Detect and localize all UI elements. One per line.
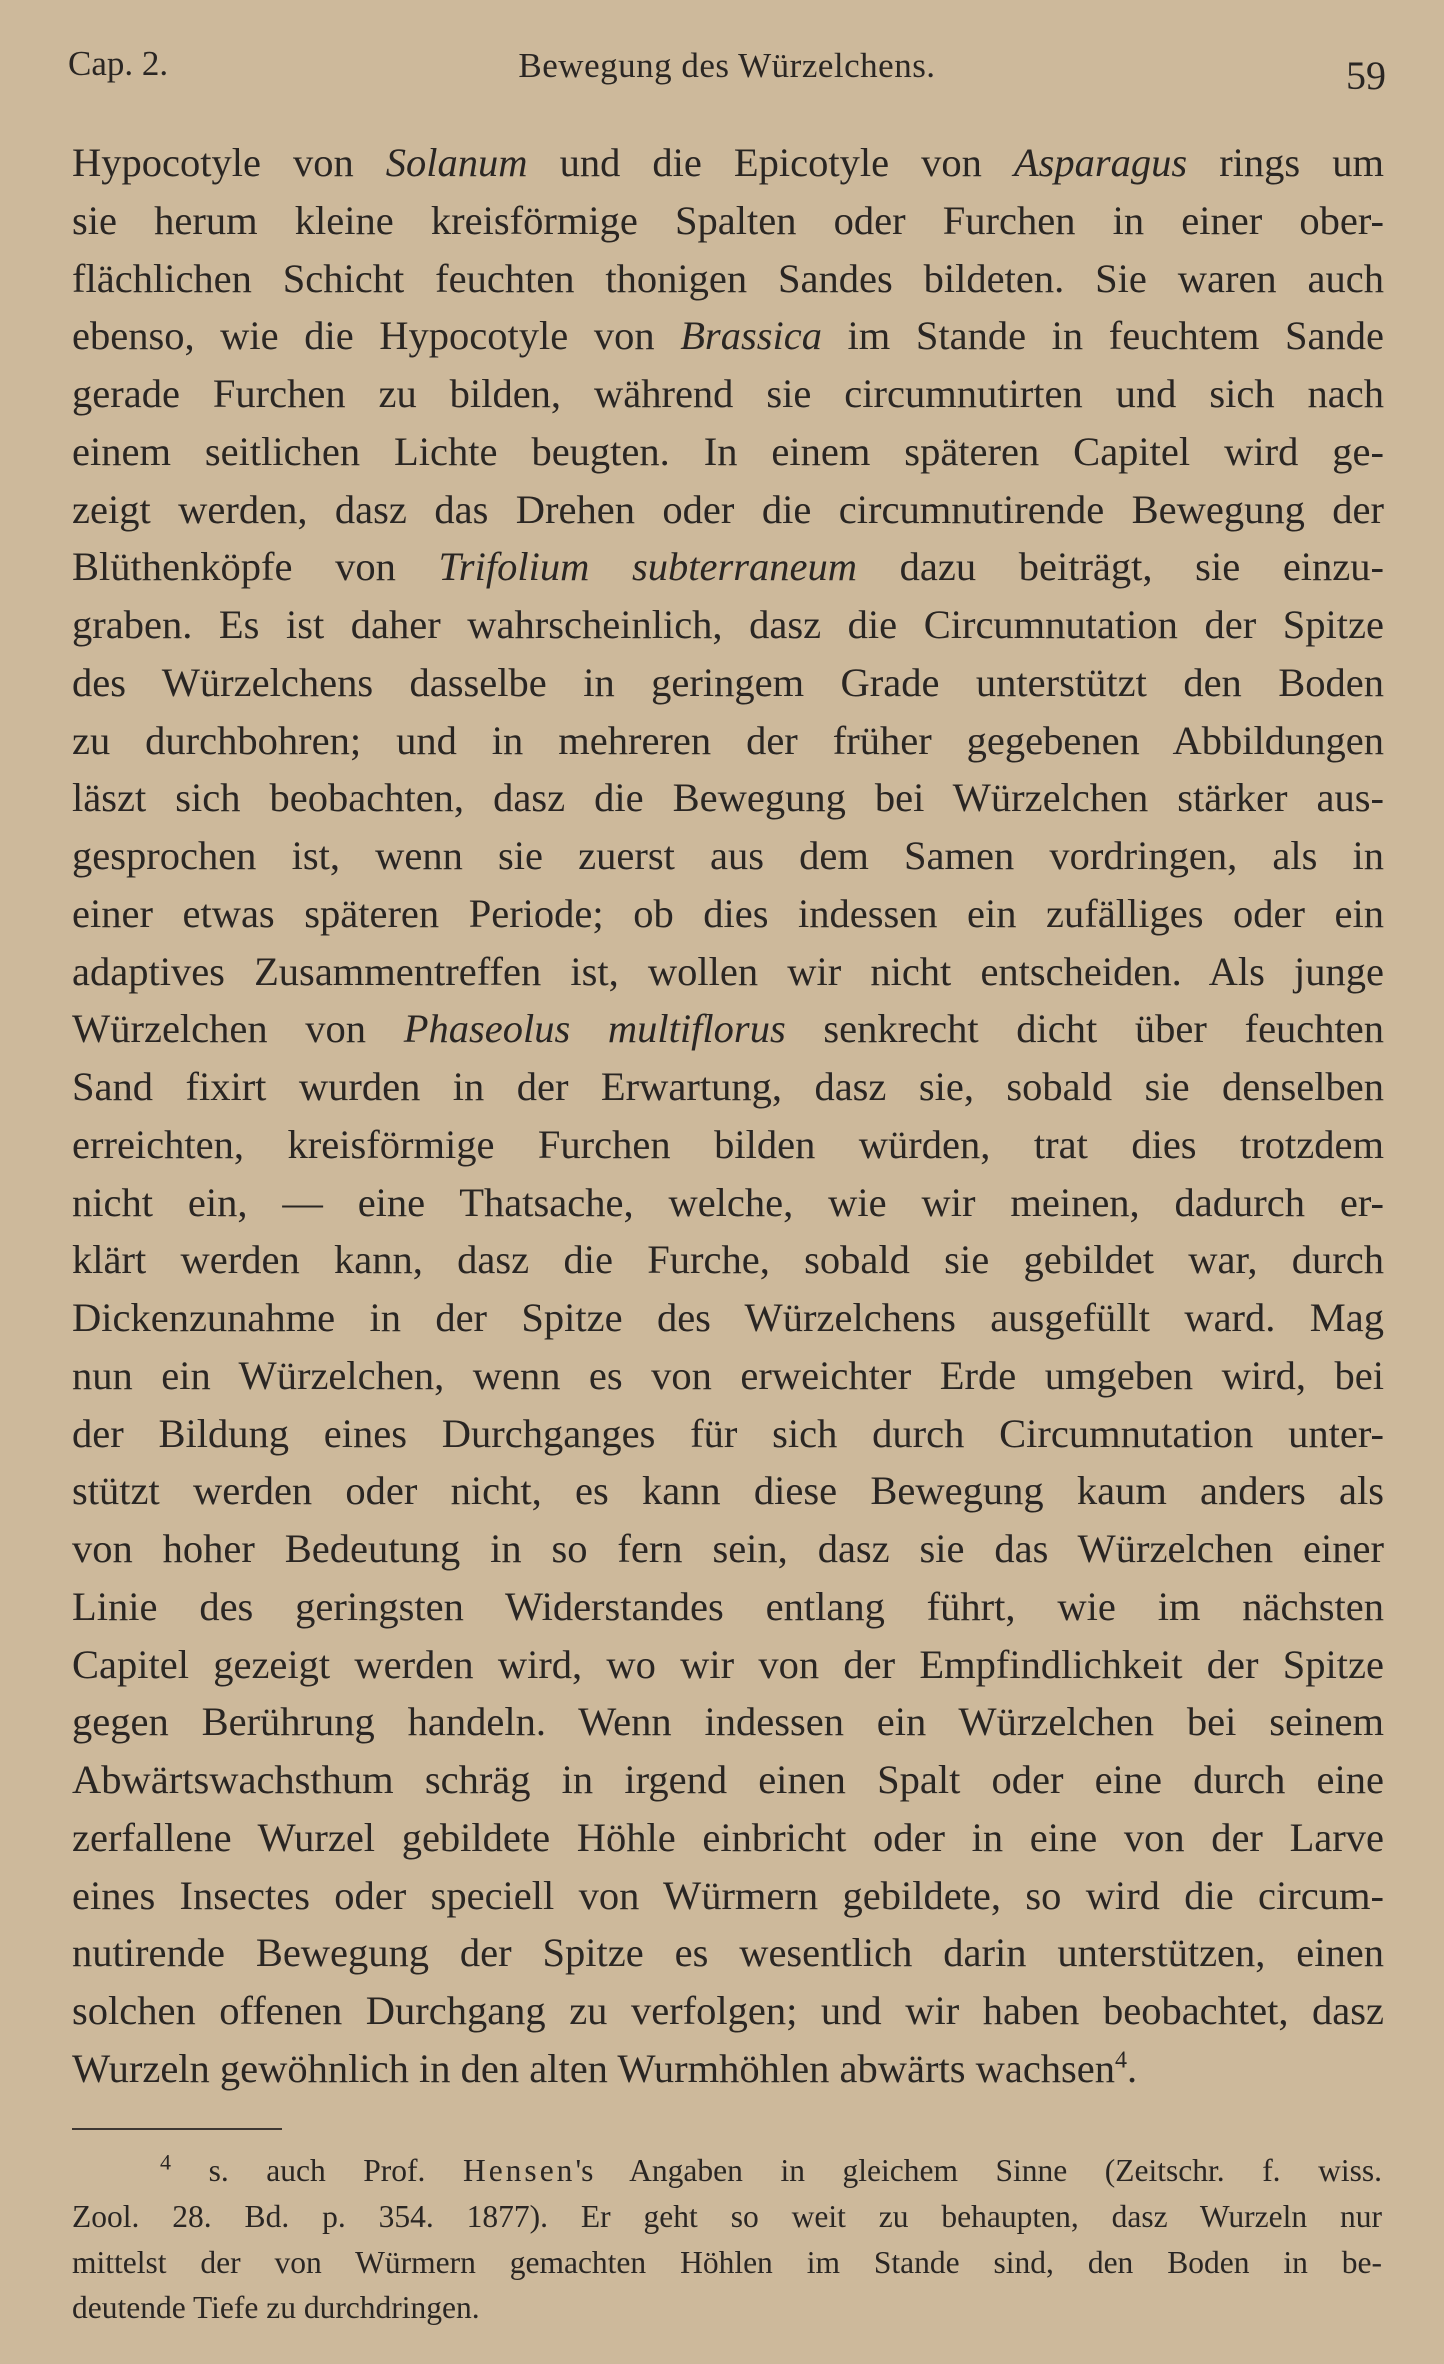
text-run: gerade Furchen zu bilden, während sie circumnutirten und sich nach (72, 371, 1384, 416)
text-run: ebenso, wie die Hypocotyle von (72, 313, 681, 359)
text-line (72, 307, 1384, 365)
chapter-label: Cap. 2. (68, 44, 169, 83)
text-line (72, 1924, 1384, 1982)
text-line (72, 1000, 1384, 1058)
text-line (72, 481, 1384, 539)
italic-term: Brassica (680, 313, 822, 359)
text-run: Linie des geringsten Widerstandes entlang führt, wie im nächsten (72, 1583, 1384, 1629)
text-line (72, 596, 1384, 654)
text-run: von hoher Bedeutung in so fern sein, dasz sie das Würzelchen einer (72, 1526, 1384, 1571)
text-run: nicht ein, — eine Thatsache, welche, wie wir meinen, dadurch er- (72, 1179, 1384, 1225)
italic-term: Solanum (385, 140, 528, 185)
footnote-marker: 4 (160, 2149, 171, 2175)
text-line (72, 769, 1384, 827)
text-run: eines Insectes oder speciell von Würmern gebildete, so wird die circum- (72, 1872, 1384, 1918)
footnote-line (72, 2240, 1382, 2286)
text-line (72, 1693, 1384, 1751)
text-run: Sand fixirt wurden in der Erwartung, dasz sie, sobald sie denselben (72, 1064, 1384, 1109)
text-run: rings um (1187, 140, 1384, 185)
text-run: flächlichen Schicht feuchten thonigen Sandes bildeten. Sie waren auch (72, 255, 1384, 301)
text-line (72, 885, 1384, 943)
running-header (68, 44, 1386, 98)
body-text (72, 134, 1384, 2098)
text-line (72, 1982, 1384, 2040)
text-line (72, 1636, 1384, 1694)
text-run: Abwärtswachsthum schräg in irgend einen Spalt oder eine durch eine (72, 1757, 1384, 1802)
text-run: deutende Tiefe zu durchdringen. (72, 2290, 480, 2326)
text-run: gesprochen ist, wenn sie zuerst aus dem Samen vordringen, als in (72, 833, 1384, 878)
text-line (72, 365, 1384, 423)
italic-term: Trifolium subterraneum (438, 544, 857, 590)
text-run: Würzelchen von (72, 1006, 404, 1052)
text-line (72, 1867, 1384, 1925)
text-line (72, 1058, 1384, 1116)
italic-term: Asparagus (1013, 140, 1188, 185)
text-line (72, 943, 1384, 1001)
text-line (72, 423, 1384, 481)
text-run: der Bildung eines Durchganges für sich durch Circumnutation unter- (72, 1410, 1384, 1456)
text-line (72, 1231, 1384, 1289)
text-line (72, 1174, 1384, 1232)
text-run: erreichten, kreisförmige Furchen bilden würden, trat dies trotzdem (72, 1121, 1384, 1167)
text-run: zerfallene Wurzel gebildete Höhle einbricht oder in eine von der Larve (72, 1814, 1384, 1860)
text-run: einer etwas späteren Periode; ob dies indessen ein zufälliges oder ein (72, 890, 1384, 936)
text-line (72, 712, 1384, 770)
footnote-line (72, 2194, 1382, 2240)
text-line (72, 654, 1384, 712)
text-run: des Würzelchens dasselbe in geringem Grade unterstützt den Boden (72, 659, 1384, 705)
text-run: nutirende Bewegung der Spitze es wesentlich darin unterstützen, einen (72, 1930, 1384, 1976)
text-run: s. auch Prof. (208, 2153, 463, 2188)
text-run: mittelst der von Würmern gemachten Höhlen im Stande sind, den Boden in be- (72, 2244, 1382, 2280)
text-run: . (1127, 2045, 1138, 2091)
text-run: 's Angaben in gleichem Sinne (Zeitschr. f. wiss. (575, 2153, 1383, 2188)
footnote-reference: 4 (1115, 2047, 1128, 2074)
text-run: und die Epicotyle von (527, 140, 1014, 185)
text-line (72, 1462, 1384, 1520)
text-run: Wurzeln gewöhnlich in den alten Wurmhöhlen abwärts wachsen (72, 2045, 1116, 2091)
running-title: Bewegung des Würzelchens. (518, 46, 936, 85)
footnote-line (72, 2285, 1382, 2331)
text-line (72, 1578, 1384, 1636)
text-line (72, 1520, 1384, 1578)
text-run: einem seitlichen Lichte beugten. In einem späteren Capitel wird ge- (72, 428, 1384, 474)
text-line (72, 1809, 1384, 1867)
text-line (72, 1405, 1384, 1463)
text-run: Hypocotyle von (72, 140, 386, 185)
text-run: Blüthenköpfe von (72, 544, 439, 590)
text-run: nun ein Würzelchen, wenn es von erweichter Erde umgeben wird, bei (72, 1352, 1384, 1398)
text-run: zeigt werden, dasz das Drehen oder die circumnutirende Bewegung der (72, 486, 1384, 532)
text-run: Hensen (462, 2153, 576, 2188)
text-run: läszt sich beobachten, dasz die Bewegung bei Würzelchen stärker aus- (72, 775, 1384, 821)
text-run: solchen offenen Durchgang zu verfolgen; und wir haben beobachtet, dasz (72, 1988, 1384, 2033)
text-line (72, 134, 1384, 192)
text-run: Capitel gezeigt werden wird, wo wir von der Empfindlichkeit der Spitze (72, 1641, 1384, 1687)
text-line (72, 1289, 1384, 1347)
text-run: Dickenzunahme in der Spitze des Würzelchens ausgefüllt ward. Mag (72, 1295, 1384, 1340)
text-line (72, 250, 1384, 308)
text-run: zu durchbohren; und in mehreren der früher gegebenen Abbildungen (72, 717, 1384, 763)
footnote-rule (72, 2128, 282, 2130)
text-line (72, 1751, 1384, 1809)
text-run: stützt werden oder nicht, es kann diese Bewegung kaum anders als (72, 1468, 1384, 1514)
footnote-line (72, 2148, 1382, 2194)
text-run: senkrecht dicht über feuchten (785, 1006, 1384, 1052)
italic-term: Phaseolus multiflorus (403, 1006, 786, 1052)
text-line (72, 192, 1384, 250)
text-run: sie herum kleine kreisförmige Spalten oder Furchen in einer ober- (72, 197, 1384, 243)
text-line (72, 1116, 1384, 1174)
page-number: 59 (1346, 53, 1386, 98)
footnote (72, 2148, 1382, 2331)
text-run: Zool. 28. Bd. p. 354. 1877). Er geht so weit zu behaupten, dasz Wurzeln nur (72, 2198, 1382, 2234)
text-run: klärt werden kann, dasz die Furche, sobald sie gebildet war, durch (72, 1237, 1384, 1283)
text-run: dazu beiträgt, sie einzu- (856, 544, 1385, 590)
text-line (72, 1347, 1384, 1405)
text-run: gegen Berührung handeln. Wenn indessen ein Würzelchen bei seinem (72, 1699, 1384, 1745)
text-line (72, 2040, 1384, 2098)
text-line (72, 538, 1384, 596)
text-run: im Stande in feuchtem Sande (821, 313, 1384, 359)
text-run: graben. Es ist daher wahrscheinlich, dasz die Circumnutation der Spitze (72, 602, 1384, 647)
text-line (72, 827, 1384, 885)
text-run: adaptives Zusammentreffen ist, wollen wir nicht entscheiden. Als junge (72, 948, 1384, 994)
